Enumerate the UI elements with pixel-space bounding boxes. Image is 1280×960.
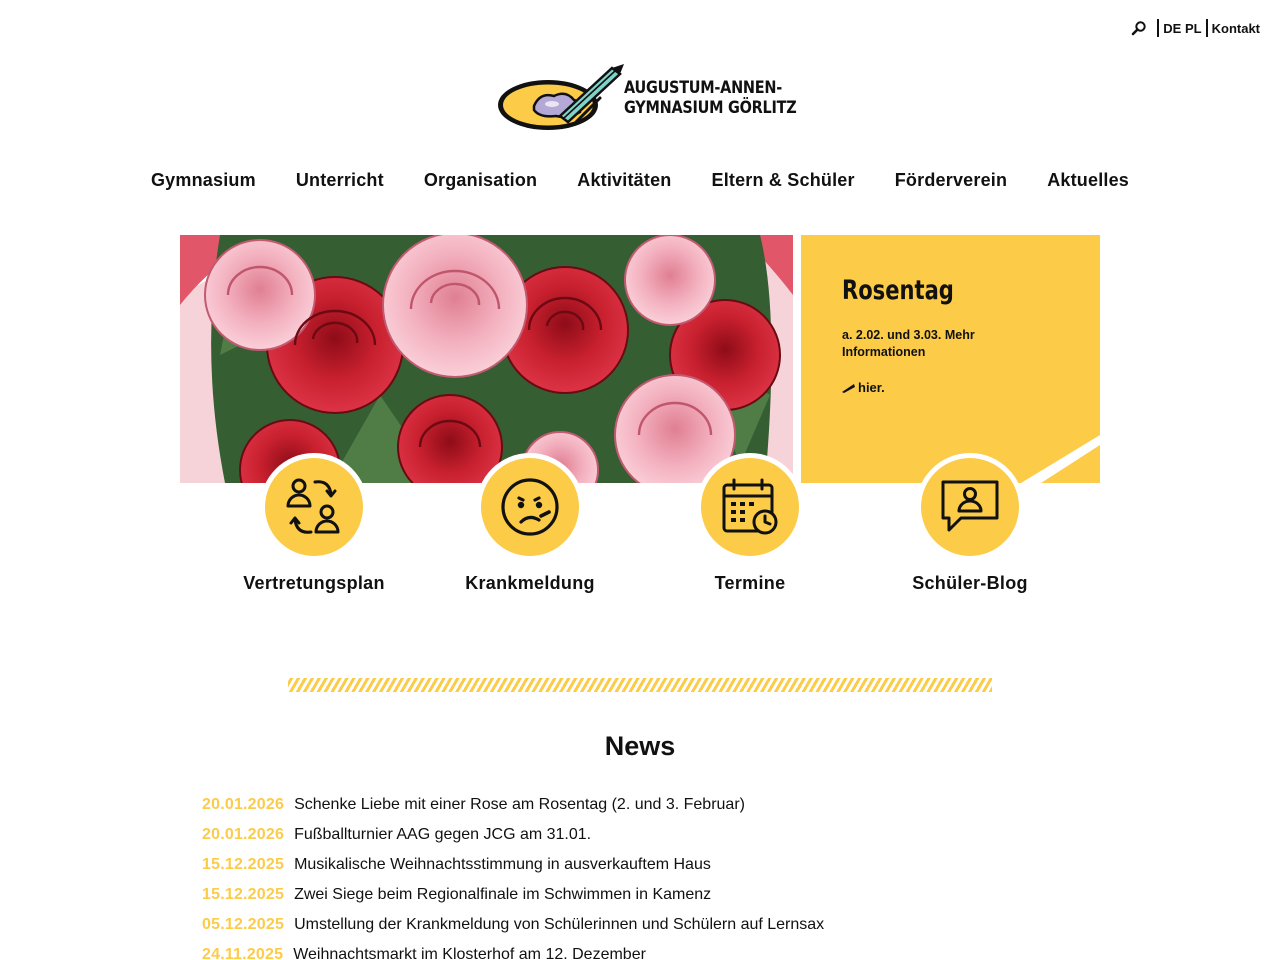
news-heading: News [604, 731, 676, 761]
quicklink-circle [476, 453, 584, 561]
news-item[interactable] [202, 850, 824, 880]
news-date: 05.12.2025 [202, 916, 285, 933]
hero-more-link[interactable] [842, 380, 885, 395]
news-date: 15.12.2025 [202, 886, 285, 903]
quicklink-termine[interactable] [640, 453, 860, 594]
nav-item-foerderverein[interactable]: Förderverein [894, 170, 1008, 190]
logo-emblem-icon [496, 62, 630, 134]
quicklink-label: Schüler-Blog [912, 573, 1028, 593]
news-item[interactable] [202, 880, 824, 910]
quicklink-circle [916, 453, 1024, 561]
nav-item-unterricht[interactable]: Unterricht [295, 170, 384, 190]
separator [1206, 19, 1208, 37]
nav-item-organisation[interactable]: Organisation [423, 170, 538, 190]
quicklink-krankmeldung[interactable] [420, 453, 640, 594]
chat-user-icon [937, 476, 1003, 538]
news-date: 15.12.2025 [202, 856, 285, 873]
news-item[interactable] [202, 910, 824, 940]
quicklink-label: Vertretungsplan [243, 573, 385, 593]
quicklink-circle [260, 453, 368, 561]
nav-item-gymnasium[interactable]: Gymnasium [150, 170, 256, 190]
logo-wordmark [624, 78, 796, 118]
language-de-link[interactable]: DE [1163, 20, 1182, 36]
news-date: 20.01.2026 [202, 826, 285, 843]
nav-item-eltern-schueler[interactable]: Eltern & Schüler [711, 170, 855, 190]
nav-item-aktuelles[interactable]: Aktuelles [1047, 170, 1130, 190]
logo-line-2: GYMNASIUM GÖRLITZ [624, 98, 797, 118]
arrow-right-icon [842, 383, 855, 393]
hero-title: Rosentag [842, 275, 954, 306]
calendar-clock-icon [719, 476, 781, 538]
news-date: 24.11.2025 [202, 946, 284, 960]
search-icon[interactable] [1131, 20, 1147, 36]
news-item[interactable] [202, 940, 824, 960]
hero-link-label: hier. [858, 380, 885, 395]
quicklink-label: Krankmeldung [465, 573, 595, 593]
news-headline[interactable]: Musikalische Weihnachtsstimmung in ausverkauftem Haus [294, 856, 711, 873]
news-date: 20.01.2026 [202, 796, 285, 813]
sick-face-icon [499, 476, 561, 538]
quicklink-vertretungsplan[interactable] [204, 453, 424, 594]
quicklink-schueler-blog[interactable] [860, 453, 1080, 594]
hero-image-roses[interactable] [180, 235, 793, 483]
news-item[interactable] [202, 790, 824, 820]
news-headline[interactable]: Umstellung der Krankmeldung von Schülerinnen und Schülern auf Lernsax [294, 916, 825, 933]
hero-description: a. 2.02. und 3.03. Mehr Informationen [842, 328, 975, 359]
contact-link[interactable]: Kontakt [1211, 20, 1260, 36]
logo-line-1: AUGUSTUM-ANNEN- [624, 78, 782, 98]
news-headline[interactable]: Zwei Siege beim Regionalfinale im Schwimmen in Kamenz [294, 886, 712, 903]
nav-item-aktivitaeten[interactable]: Aktivitäten [577, 170, 672, 190]
news-headline[interactable]: Schenke Liebe mit einer Rose am Rosentag (2. und 3. Februar) [294, 796, 745, 813]
news-list [202, 790, 824, 960]
top-utility-bar [1131, 19, 1260, 37]
news-headline[interactable]: Weihnachtsmarkt im Klosterhof am 12. Dezember [293, 946, 646, 960]
separator [1157, 19, 1159, 37]
news-item[interactable] [202, 820, 824, 850]
decorative-divider [288, 678, 992, 692]
main-navigation [0, 170, 1280, 191]
substitution-icon [283, 476, 345, 538]
hero-info-panel [801, 235, 1100, 483]
site-logo[interactable] [496, 62, 827, 134]
quicklink-label: Termine [714, 573, 786, 593]
quicklink-circle [696, 453, 804, 561]
language-pl-link[interactable]: PL [1184, 20, 1202, 36]
news-headline[interactable]: Fußballturnier AAG gegen JCG am 31.01. [294, 826, 592, 843]
